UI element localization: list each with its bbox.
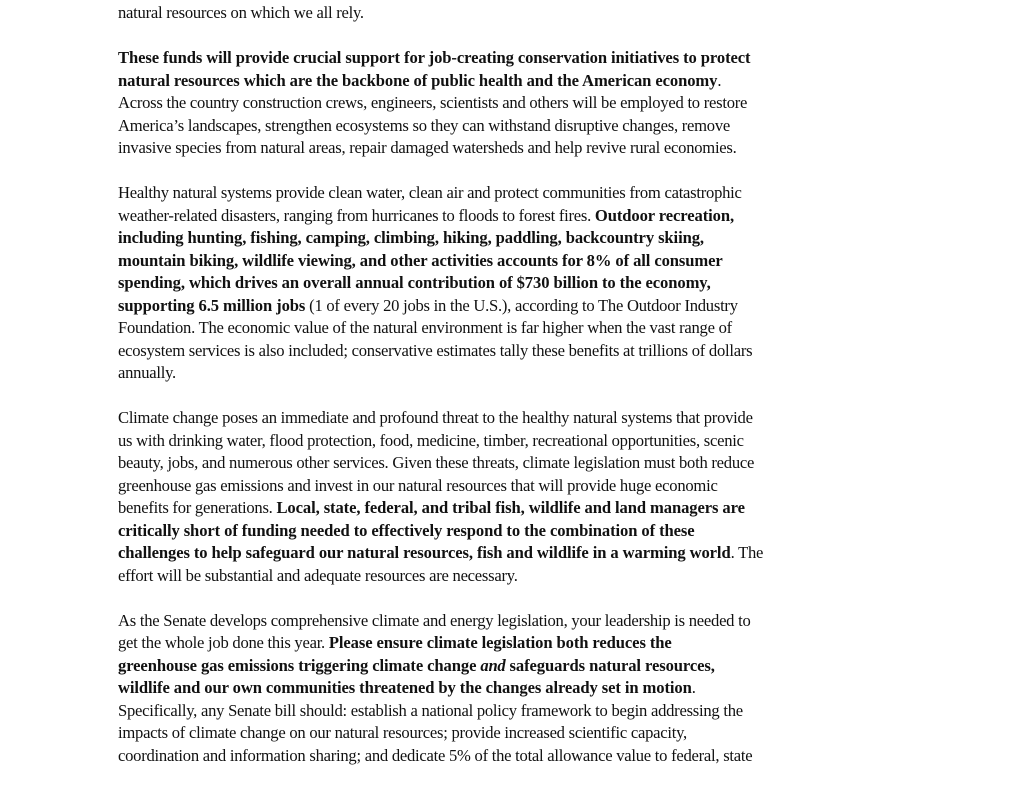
text-line [118, 745, 918, 768]
text-line [118, 137, 918, 160]
text-line [118, 317, 918, 340]
text-segment: effort will be substantial and adequate resources are necessary. [118, 565, 518, 585]
text-segment: Climate change poses an immediate and profound threat to the healthy natural systems that provide [118, 408, 753, 427]
text-segment: us with drinking water, flood protection, food, medicine, timber, recreational opportunities, scenic [118, 430, 744, 450]
text-segment: invasive species from natural areas, repair damaged watersheds and help revive rural economies. [118, 138, 737, 157]
bold-text: Local, state, federal, and tribal fish, wildlife and land managers are [276, 498, 745, 517]
text-line [118, 295, 918, 318]
text-segment: Specifically, any Senate bill should: establish a national policy framework to begin addressing the [118, 700, 743, 720]
text-line [118, 92, 918, 115]
bold-text: wildlife and our own communities threatened by the changes already set in motion [118, 678, 692, 697]
text-line [118, 610, 918, 633]
bold-text: These funds will provide crucial support for job-creating conservation initiatives to protect [118, 48, 751, 67]
text-line [118, 340, 918, 363]
text-line [118, 677, 918, 700]
text-line [118, 227, 918, 250]
text-line [118, 2, 918, 25]
bold-text: greenhouse gas emissions triggering climate change [118, 655, 481, 675]
bold-text: spending, which drives an overall annual contribution of $730 billion to the economy, [118, 273, 711, 292]
text-line [118, 475, 918, 498]
bold-text: critically short of funding needed to effectively respond to the combination of these [118, 520, 695, 540]
text-segment: impacts of climate change on our natural resources; provide increased scientific capacity, [118, 723, 687, 742]
text-line [118, 205, 918, 228]
text-segment: greenhouse gas emissions and invest in our natural resources that will provide huge economic [118, 475, 718, 495]
text-line [118, 452, 918, 475]
text-line [118, 250, 918, 273]
text-line [118, 722, 918, 745]
text-segment: weather-related disasters, ranging from hurricanes to floods to forest fires. [118, 205, 595, 225]
paragraph [118, 407, 918, 587]
text-segment: ecosystem services is also included; conservative estimates tally these benefits at trillions of dollars [118, 340, 753, 360]
bold-text: natural resources which are the backbone of public health and the American economy [118, 70, 718, 90]
text-segment: benefits for generations. [118, 498, 277, 517]
text-line [118, 565, 918, 588]
text-line [118, 407, 918, 430]
text-segment: . The [730, 543, 764, 562]
text-line [118, 542, 918, 565]
paragraph [118, 182, 918, 385]
text-segment: coordination and information sharing; and dedicate 5% of the total allowance value to federal, state [118, 745, 753, 765]
paragraph [118, 47, 918, 160]
text-segment: annually. [118, 363, 176, 382]
bold-text: Outdoor recreation, [594, 205, 735, 225]
text-segment: America’s landscapes, strengthen ecosystems so they can withstand disruptive changes, remove [118, 115, 730, 135]
text-line [118, 520, 918, 543]
text-segment: natural resources on which we all rely. [118, 3, 364, 22]
text-segment: Healthy natural systems provide clean water, clean air and protect communities from catastrophic [118, 183, 742, 202]
bold-text: Please ensure climate legislation both reduces the [328, 633, 672, 652]
paragraph [118, 610, 918, 768]
text-segment: get the whole job done this year. [118, 633, 329, 652]
text-line [118, 272, 918, 295]
bold-text: challenges to help safeguard our natural resources, fish and wildlife in a warming world [118, 543, 731, 562]
text-line [118, 47, 918, 70]
text-line [118, 655, 918, 678]
bold-text: including hunting, fishing, camping, climbing, hiking, paddling, backcountry skiing, [118, 228, 704, 247]
text-line [118, 70, 918, 93]
text-line [118, 362, 918, 385]
text-line [118, 632, 918, 655]
bold-text: mountain biking, wildlife viewing, and other activities accounts for 8% of all consumer [118, 250, 723, 270]
text-segment: Across the country construction crews, engineers, scientists and others will be employed to restore [118, 93, 748, 112]
text-segment: (1 of every 20 jobs in the U.S.), according to The Outdoor Industry [305, 295, 738, 315]
text-segment: As the Senate develops comprehensive climate and energy legislation, your leadership is needed to [118, 610, 751, 630]
bold-text: safeguards natural resources, [505, 655, 715, 675]
text-line [118, 115, 918, 138]
bold-text: supporting 6.5 million jobs [118, 295, 306, 315]
paragraph [118, 2, 918, 25]
text-segment: beauty, jobs, and numerous other services. Given these threats, climate legislation must both reduce [118, 453, 755, 472]
text-line [118, 430, 918, 453]
text-segment: . [717, 70, 722, 90]
document-page [118, 2, 918, 790]
text-line [118, 182, 918, 205]
text-line [118, 497, 918, 520]
text-line [118, 700, 918, 723]
italic-text: and [480, 655, 506, 675]
text-segment: Foundation. The economic value of the natural environment is far higher when the vast range of [118, 318, 732, 337]
text-segment: . [691, 678, 696, 697]
